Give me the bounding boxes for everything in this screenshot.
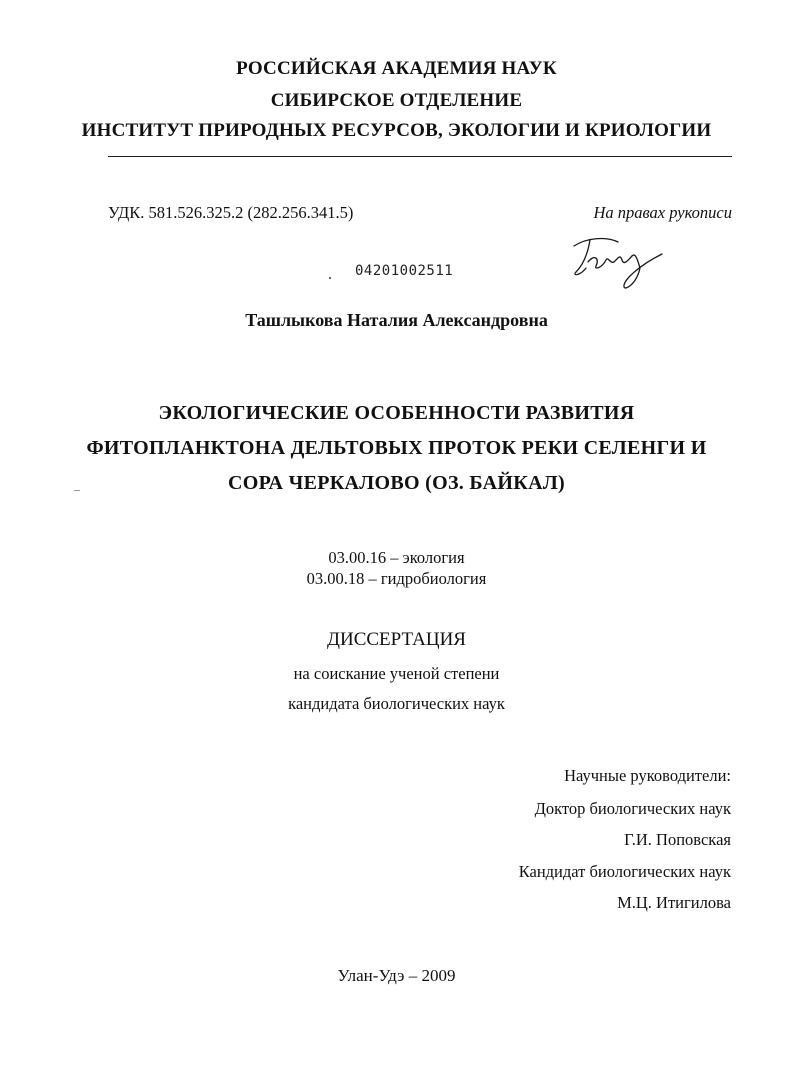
supervisor-1-name: Г.И. Поповская xyxy=(624,830,731,849)
institute-name: ИНСТИТУТ ПРИРОДНЫХ РЕСУРСОВ, ЭКОЛОГИИ И КРИОЛОГИИ xyxy=(81,120,712,141)
branch-name: СИБИРСКОЕ ОТДЕЛЕНИЕ xyxy=(270,90,523,111)
author-name: Ташлыкова Наталия Александровна xyxy=(245,310,548,330)
scan-mark xyxy=(74,490,80,491)
handwritten-signature xyxy=(566,232,676,294)
supervisor-1-degree: Доктор биологических наук xyxy=(534,799,731,818)
document-type-heading: ДИССЕРТАЦИЯ xyxy=(327,629,466,650)
manuscript-rights-note: На правах рукописи xyxy=(593,203,732,222)
header-divider xyxy=(108,156,732,157)
thesis-title-line-2: ФИТОПЛАНКТОНА ДЕЛЬТОВЫХ ПРОТОК РЕКИ СЕЛЕНГИ И xyxy=(86,437,707,459)
degree-line-1: на соискание ученой степени xyxy=(293,664,500,683)
scan-dot xyxy=(329,277,331,279)
thesis-title-line-3: СОРА ЧЕРКАЛОВО (ОЗ. БАЙКАЛ) xyxy=(228,472,565,494)
academy-name: РОССИЙСКАЯ АКАДЕМИЯ НАУК xyxy=(236,58,557,79)
city-year: Улан-Удэ – 2009 xyxy=(337,966,456,985)
specialty-ecology: 03.00.16 – экология xyxy=(328,548,465,567)
supervisors-heading: Научные руководители: xyxy=(564,766,731,785)
degree-line-2: кандидата биологических наук xyxy=(288,694,505,713)
inventory-number: 04201002511 xyxy=(355,263,454,279)
supervisor-2-degree: Кандидат биологических наук xyxy=(518,862,731,881)
udk-code: УДК. 581.526.325.2 (282.256.341.5) xyxy=(108,203,354,222)
thesis-title-line-1: ЭКОЛОГИЧЕСКИЕ ОСОБЕННОСТИ РАЗВИТИЯ xyxy=(158,402,635,424)
supervisor-2-name: М.Ц. Итигилова xyxy=(617,893,731,912)
specialty-hydrobiology: 03.00.18 – гидробиология xyxy=(306,569,487,588)
